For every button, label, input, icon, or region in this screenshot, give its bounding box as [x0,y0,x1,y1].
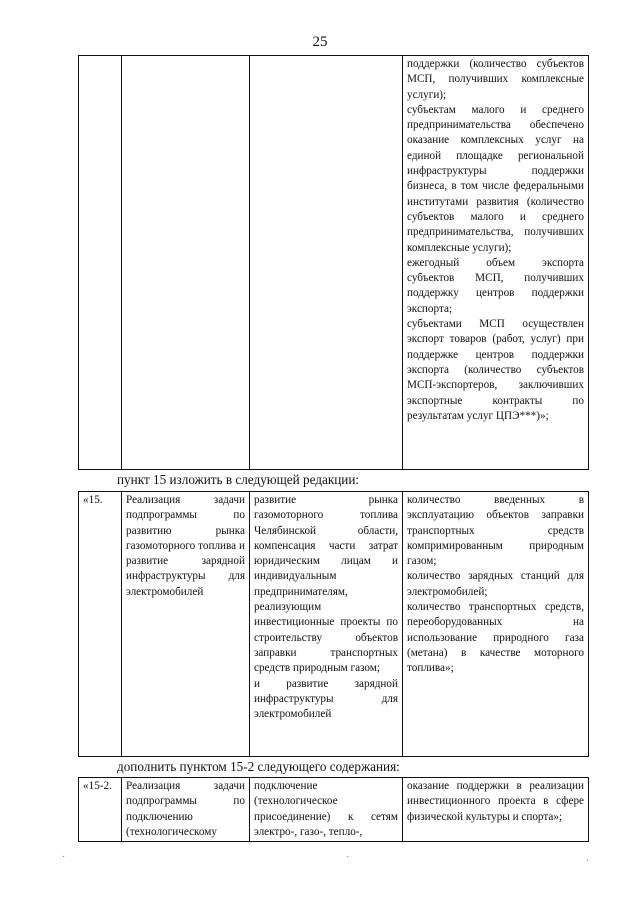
row-number-cell: «15-2. [79,778,122,842]
indicator-text: ежегодный объем экспорта субъектов МСП, получивших поддержку центров поддержки экспорта; [407,256,584,315]
table-row [79,492,589,757]
row-number-cell [79,56,122,470]
indicator-cell: оказание поддержки в реализации инвестиционного проекта в сфере физической культуры и спорта»; [403,778,589,842]
task-cell [122,56,250,470]
indicator-text: количество введенных в эксплуатацию объектов заправки транспортных средств компримированным природным газом; [407,494,584,568]
item-15-table [78,491,589,757]
instruction-text: пункт 15 изложить в следующей редакции: [117,472,360,487]
scan-speck: · [586,856,590,867]
instruction-text: дополнить пунктом 15-2 следующего содержания: [117,759,400,774]
indicator-cell [403,492,589,757]
indicator-cell [403,56,589,470]
item-15-2-table [78,777,589,842]
task-cell: Реализация задачи подпрограммы по подключению (технологическому [122,778,250,842]
page-number: 25 [312,34,328,50]
indicator-text: субъектам малого и среднего предпринимательства обеспечено оказание комплексных услуг на единой площадке региональной инфраструктуры поддержки бизнеса, в том числе федеральными институтами развития (количество субъектов малого и среднего предпринимательства, получивших комплексные услуги); [407,103,584,254]
measure-cell [250,56,403,470]
scan-speck: · [62,852,66,863]
measure-text: развитие рынка газомоторного топлива Челябинской области, компенсация части затрат юридическим лицам и индивидуальным предпринимателям, реализующим инвестиционные проекты по строительству объектов заправки транспортных средств природным газом; [254,494,398,675]
indicator-text: субъектами МСП осуществлен экспорт товаров (работ, услуг) при поддержке центров поддержки экспорта (количество субъектов МСП-экспортеров, заключивших экспортные контракты по результатам услуг ЦПЭ***)»; [407,318,584,422]
indicator-text: количество транспортных средств, переоборудованных на использование природного газа (метана) в качестве моторного топлива»; [407,601,584,675]
measure-cell [250,492,403,757]
table-row [79,56,589,470]
indicators-table-continued [78,55,589,470]
scan-speck: · [346,852,350,863]
table-row [79,778,589,842]
indicator-text: поддержки (количество субъектов МСП, получивших комплексные услуги); [407,58,584,101]
measure-text: и развитие зарядной инфраструктуры для электромобилей [254,677,398,721]
measure-cell: подключение (технологическое присоединение) к сетям электро-, газо-, тепло-, [250,778,403,842]
row-number-cell: «15. [79,492,122,757]
task-cell: Реализация задачи подпрограммы по развитию рынка газомоторного топлива и развитие зарядной инфраструктуры для электромобилей [122,492,250,757]
indicator-text: количество зарядных станций для электромобилей; [407,570,584,598]
